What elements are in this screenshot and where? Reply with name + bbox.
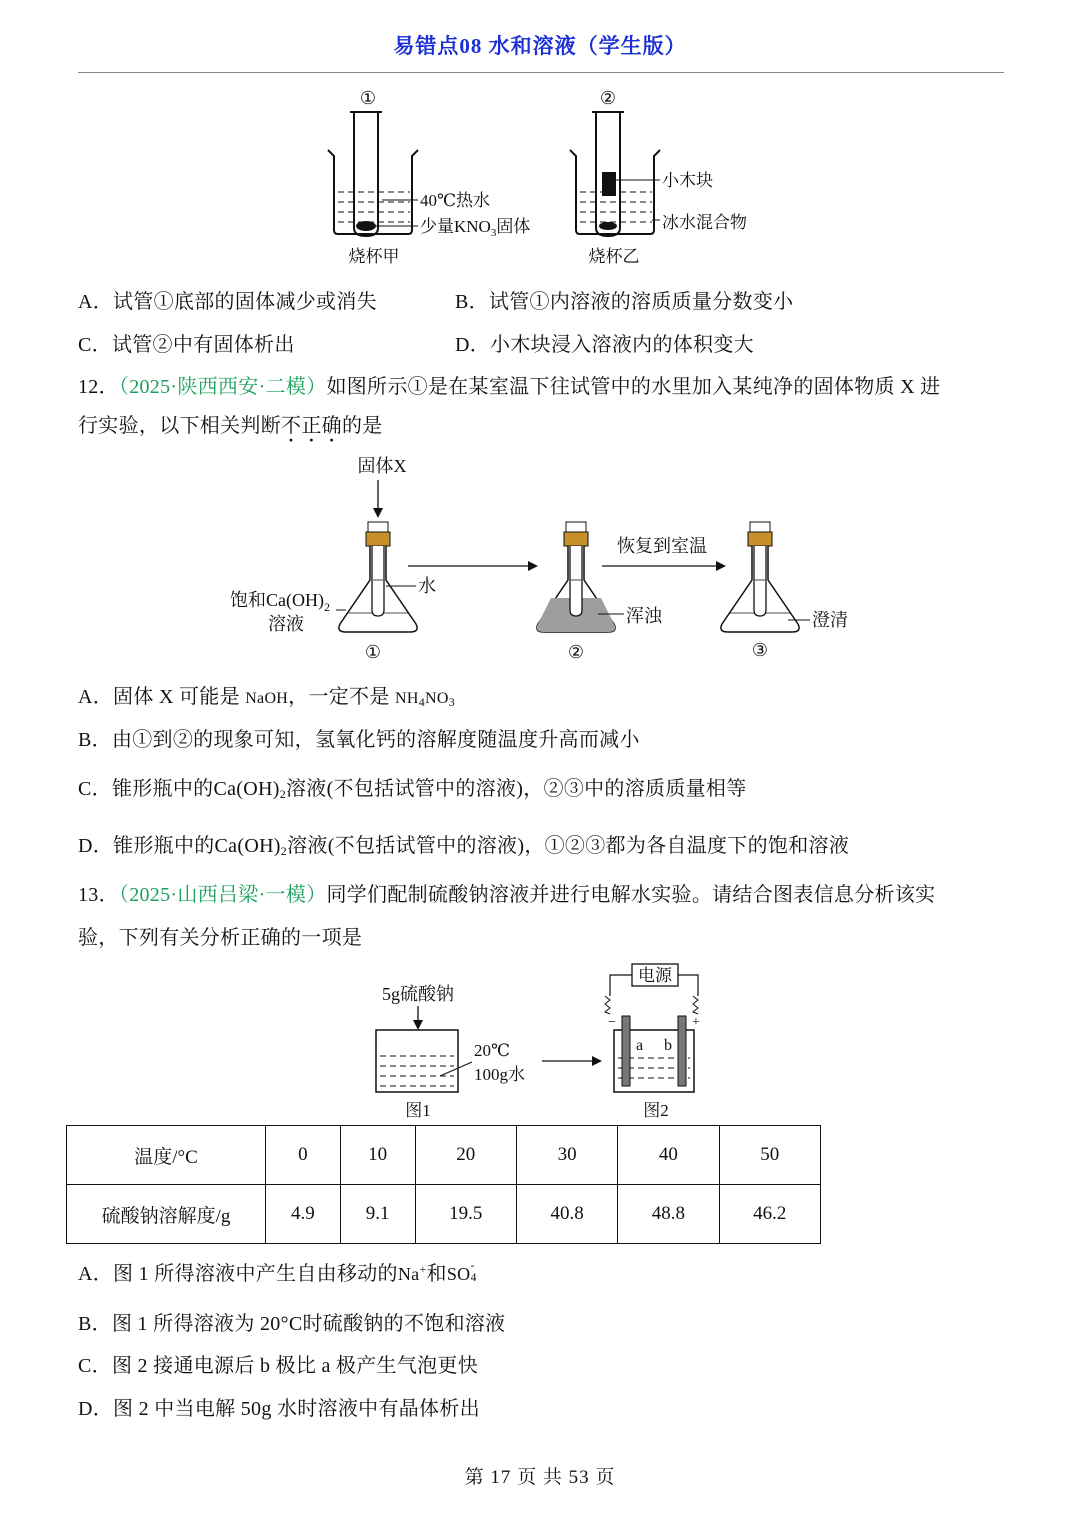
- q13-source: （2025·山西吕梁·一模）: [118, 884, 327, 906]
- q11-option-a: A．试管①底部的固体减少或消失: [78, 291, 377, 313]
- electrode-a: [622, 1016, 630, 1086]
- q12-source: （2025·陕西西安·二模）: [118, 376, 327, 398]
- minus-sign: −: [608, 1015, 616, 1030]
- page-footer: 第 17 页 共 53 页: [464, 1467, 616, 1488]
- beaker-a-label: 烧杯甲: [348, 247, 400, 266]
- turbid-label: 浑浊: [626, 606, 662, 626]
- q12-option-a: A．固体 X 可能是 NaOH，一定不是 $NH_4NO_3$: [78, 686, 456, 709]
- q12-stem-line2: 行实验，以下相关判断不正确的是: [78, 415, 383, 437]
- table-cell: 40: [618, 1126, 719, 1185]
- table-cell: 温度/°C: [67, 1126, 266, 1185]
- q11-option-b: B．试管①内溶液的溶质质量分数变小: [455, 291, 794, 313]
- q11-option-c: C．试管②中有固体析出: [78, 334, 295, 356]
- restore-label: 恢复到室温: [617, 536, 707, 556]
- q13-stem-line1: 13．（2025·山西吕梁·一模）同学们配制硫酸钠溶液并进行电解水实验。请结合图表信息分析该实: [78, 884, 936, 906]
- figure-q12: [220, 450, 880, 670]
- table-cell: 19.5: [415, 1185, 516, 1244]
- q12-stem-line1: 12．（2025·陕西西安·二模）如图所示①是在某室温下往试管中的水里加入某纯净的固体物质 X 进: [78, 376, 941, 398]
- power-label: 电源: [638, 966, 672, 985]
- table-cell: 20: [415, 1126, 516, 1185]
- water-mass-label: 100g水: [474, 1065, 525, 1084]
- table-cell: 硫酸钠溶解度/g: [67, 1185, 266, 1244]
- table-cell: 46.2: [719, 1185, 820, 1244]
- beaker-a-drawing: [328, 112, 418, 236]
- flask-2: [537, 522, 615, 632]
- svg-text:③: ③: [751, 640, 769, 660]
- header-rule: [78, 72, 1004, 73]
- beaker-b-label: 烧杯乙: [588, 247, 640, 266]
- q13-option-d: D．图 2 中当电解 50g 水时溶液中有晶体析出: [78, 1398, 480, 1420]
- q13-option-c: C．图 2 接通电源后 b 极比 a 极产生气泡更快: [78, 1355, 479, 1377]
- figure-q11: [300, 82, 800, 272]
- water-label: 水: [418, 576, 436, 596]
- tube-label-2: ②: [599, 88, 617, 108]
- table-cell: 50: [719, 1126, 820, 1185]
- wood-label: 小木块: [662, 171, 713, 190]
- svg-text:①: ①: [364, 642, 382, 662]
- table-cell: 9.1: [340, 1185, 415, 1244]
- solid-x-label: 固体X: [357, 456, 407, 476]
- table-cell: 0: [266, 1126, 341, 1185]
- electrode-b: [678, 1016, 686, 1086]
- plus-sign: +: [692, 1015, 700, 1030]
- kno3-solid: [356, 221, 376, 231]
- fig1-caption: 图1: [405, 1101, 431, 1120]
- kno3-label: 少量$KNO_3$固体: [420, 217, 531, 239]
- saturated-label: 饱和$Ca(OH)_2$: [230, 590, 330, 614]
- q12-option-b: B．由①到②的现象可知，氢氧化钙的溶解度随温度升高而减小: [78, 729, 640, 751]
- flask-1: [339, 522, 417, 632]
- q11-option-d: D．小木块浸入溶液内的体积变大: [455, 334, 754, 356]
- q13-stem-line2: 验，下列有关分析正确的一项是: [78, 927, 363, 949]
- table-row: [67, 1126, 821, 1185]
- q13-option-a: A．图 1 所得溶液中产生自由移动的Na+和SO - 4: [78, 1258, 477, 1285]
- q12-option-d: D．锥形瓶中的$Ca(OH)_2$溶液(不包括试管中的溶液)，①②③都为各自温度下的饱和溶液: [78, 835, 850, 858]
- table-row: [67, 1185, 821, 1244]
- page-header: 易错点08 水和溶液（学生版）: [393, 34, 687, 58]
- q12-option-c: C．锥形瓶中的$Ca(OH)_2$溶液(不包括试管中的溶液)，②③中的溶质质量相等: [78, 778, 747, 801]
- temp-label: 20℃: [474, 1041, 511, 1060]
- clear-label: 澄清: [812, 610, 848, 630]
- table-cell: 30: [516, 1126, 617, 1185]
- fig2-caption: 图2: [643, 1101, 669, 1120]
- solubility-table: [66, 1125, 821, 1244]
- q13-option-b: B．图 1 所得溶液为 20°C时硫酸钠的不饱和溶液: [78, 1313, 506, 1335]
- hot-water-label: 40℃热水: [420, 191, 491, 210]
- figure-q13: [360, 958, 720, 1124]
- flask-3: [721, 522, 799, 632]
- solution-label: 溶液: [268, 614, 304, 634]
- salt-label: 5g硫酸钠: [382, 984, 454, 1004]
- electrode-a-label: a: [636, 1037, 644, 1054]
- table-cell: 10: [340, 1126, 415, 1185]
- table-cell: 4.9: [266, 1185, 341, 1244]
- wood-block: [602, 172, 616, 196]
- svg-text:②: ②: [567, 642, 585, 662]
- table-cell: 40.8: [516, 1185, 617, 1244]
- beaker-fig1: [376, 1030, 458, 1092]
- electrode-b-label: b: [664, 1037, 672, 1054]
- icewater-label: 冰水混合物: [662, 213, 747, 232]
- table-cell: 48.8: [618, 1185, 719, 1244]
- tube-label-1: ①: [359, 88, 377, 108]
